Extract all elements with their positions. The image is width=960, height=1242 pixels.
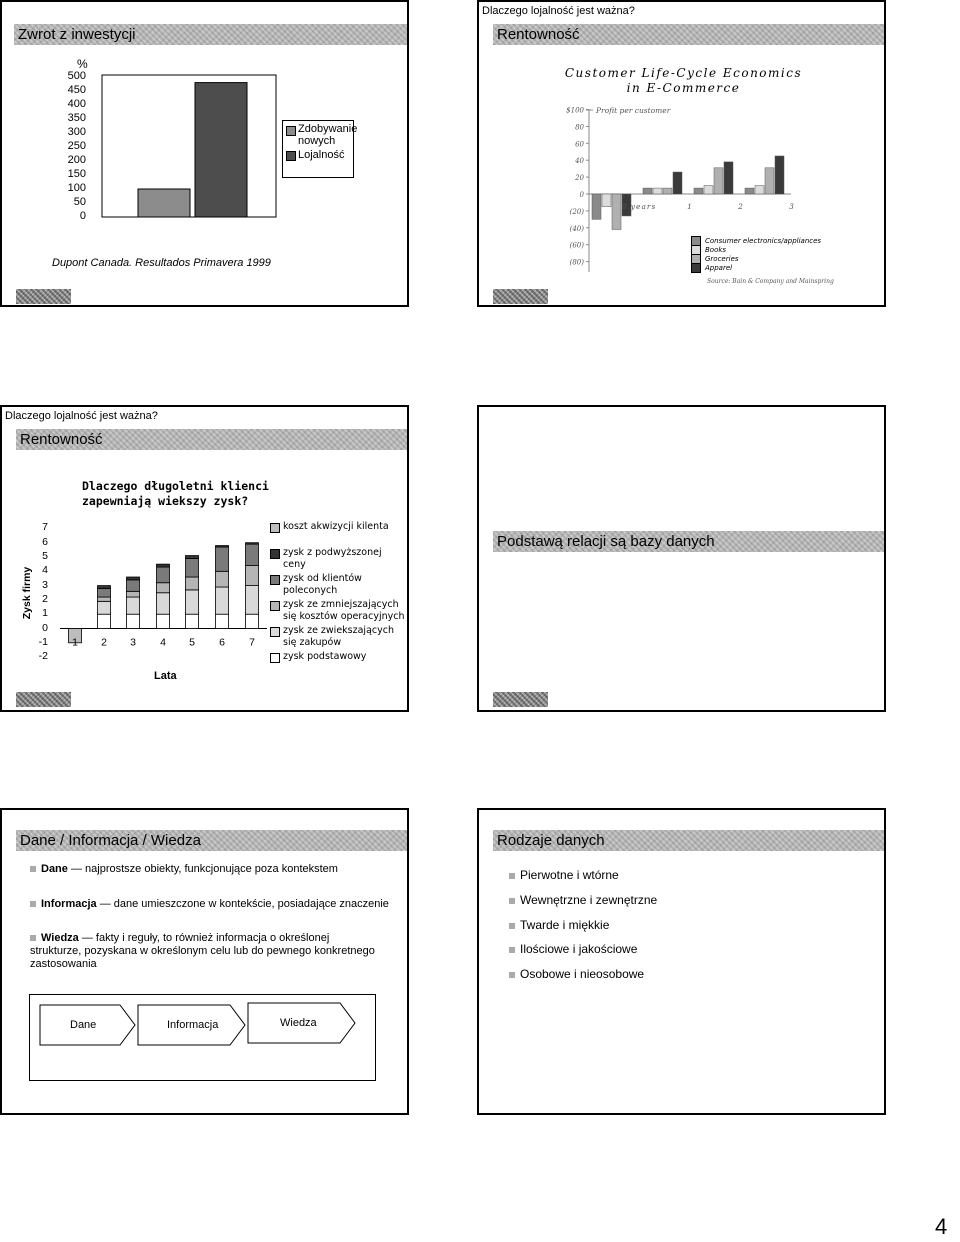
slide-title: Rentowność [16, 429, 409, 450]
term: Informacja [41, 898, 97, 910]
term: Dane [41, 863, 68, 875]
slide-header: Dlaczego lojalność jest ważna? [482, 5, 635, 17]
x-tick-label: 0 years [621, 202, 657, 211]
bar-books-0 [602, 194, 611, 207]
bar-new-customers [138, 189, 190, 217]
bar-segment-1-year-3 [127, 614, 140, 628]
legend-item [270, 651, 405, 663]
slide-title: Dane / Informacja / Wiedza [16, 830, 409, 851]
bar-segment-4-year-7 [246, 544, 259, 565]
slide-profitability-ecommerce [477, 0, 886, 307]
y-tick-label: $100 [566, 106, 584, 115]
legend-label: zysk od klientów poleconych [283, 573, 362, 596]
bar-consumer-electronics-appliances-0 [592, 194, 601, 219]
legend-swatch [270, 575, 280, 585]
bar-groceries-3 [765, 168, 774, 194]
flow-box [29, 994, 376, 1081]
y-tick-label: (40) [569, 224, 584, 233]
item-label: Pierwotne i wtórne [520, 868, 619, 882]
x-tick-label: 3 [789, 202, 795, 211]
bar-segment-5-year-7 [246, 543, 259, 544]
legend-label: zysk podstawowy [283, 651, 367, 662]
bar-segment-2-year-2 [98, 601, 111, 614]
bar-segment-1-year-4 [157, 614, 170, 628]
page-number: 4 [935, 1214, 948, 1239]
bar-segment-1-year-6 [216, 614, 229, 628]
bullet-marker [509, 923, 515, 929]
slide-footer-texture [16, 692, 71, 707]
x-tick-label: 2 [738, 202, 744, 211]
slide-data-types [477, 808, 886, 1115]
bar-apparel-3 [775, 156, 784, 194]
x-tick-label: 1 [687, 202, 693, 211]
x-tick-label: 5 [189, 636, 195, 649]
bar-consumer-electronics-appliances-2 [694, 188, 703, 194]
chart-title-line-1: Customer Life-Cycle Economics [564, 66, 803, 80]
question-line-2: zapewniają wiekszy zysk? [82, 494, 249, 508]
y-tick-label: 40 [575, 157, 584, 166]
bar-segment-4-year-6 [216, 547, 229, 571]
bar-segment-3-year-5 [186, 577, 199, 590]
x-axis-label: Lata [154, 670, 177, 682]
source-note: Dupont Canada. Resultados Primavera 1999 [52, 257, 271, 269]
bar-books-3 [755, 186, 764, 194]
bar-groceries-0 [612, 194, 621, 229]
bar-segment-1-year-2 [98, 614, 111, 628]
y-tick-label: 3 [42, 578, 48, 591]
slide-title: Podstawą relacji są bazy danych [493, 531, 886, 552]
x-tick-label: 3 [130, 636, 136, 649]
definition: najprostsze obiekty, funkcjonujące poza kontekstem [85, 863, 338, 875]
y-tick-label: 150 [67, 168, 86, 180]
flow-arrows [30, 995, 375, 1080]
slide-return-on-investment [0, 0, 409, 307]
item-label: Osobowe i nieosobowe [520, 967, 645, 981]
definition: fakty i reguły, to również informacja o określonej strukturze, pozyskana w określonym celu lub do pewnego konkretnego zastosowania [30, 932, 375, 970]
data-type-item [509, 968, 644, 981]
y-tick-label: 0 [42, 621, 48, 634]
x-tick-label: 6 [219, 636, 225, 649]
data-type-item [509, 943, 637, 956]
legend-swatch [270, 601, 280, 611]
bar-books-2 [704, 186, 713, 194]
bullet-marker [509, 972, 515, 978]
y-tick-label: 500 [67, 70, 86, 82]
bar-segment-4-year-4 [157, 567, 170, 583]
legend-item [270, 599, 405, 623]
y-tick-label: (60) [569, 241, 584, 250]
bar-groceries-2 [714, 168, 723, 194]
x-tick-label: 1 [72, 636, 78, 649]
bar-books-1 [653, 188, 662, 194]
bar-segment-4-year-2 [98, 588, 111, 597]
legend-label-loyalty: Lojalność [298, 149, 345, 161]
bullet-knowledge: Wiedza — fakty i reguły, to również informacja o określonej strukturze, pozyskana w określonym celu lub do pewnego konkretnego zastosowania [30, 932, 375, 970]
y-tick-label: 200 [67, 154, 86, 166]
bar-segment-1-year-7 [246, 614, 259, 628]
bar-segment-5-year-3 [127, 577, 140, 580]
bar-segment-2-year-3 [127, 597, 140, 614]
bullet-marker [30, 866, 36, 872]
legend-swatch-new [286, 126, 296, 136]
y-axis-label: Zysk firmy [21, 566, 33, 620]
bar-segment-3-year-2 [98, 597, 111, 601]
data-type-item [509, 894, 657, 907]
y-tick-label: -2 [38, 650, 48, 663]
legend-label: zysk z podwyższonej ceny [283, 547, 382, 570]
bar-groceries-1 [663, 188, 672, 194]
slide-footer-texture [493, 289, 548, 304]
y-tick-label: 350 [67, 112, 86, 124]
legend-item [270, 573, 405, 597]
legend-label: zysk ze zmniejszających się kosztów operacyjnych [283, 599, 405, 622]
y-tick-label: 60 [575, 140, 584, 149]
bar-segment-1-year-5 [186, 614, 199, 628]
x-tick-label: 4 [160, 636, 166, 649]
question-line-1: Dlaczego długoletni klienci [82, 479, 269, 493]
legend-label: Groceries [705, 255, 739, 263]
slide-title: Zwrot z inwestycji [14, 24, 407, 45]
bar-segment-5-year-6 [216, 546, 229, 547]
data-type-item [509, 919, 609, 932]
arrow-label-knowledge: Wiedza [280, 1017, 317, 1029]
legend-label: Books [705, 246, 727, 254]
arrow-label-data: Dane [70, 1019, 97, 1031]
slide-header: Dlaczego lojalność jest ważna? [5, 410, 158, 422]
slide-title: Rentowność [493, 24, 884, 45]
slide-why-long-term-customers [0, 405, 409, 712]
legend-item [270, 547, 405, 571]
bar-segment-2-year-6 [216, 587, 229, 614]
legend-label: koszt akwizycji kilenta [283, 521, 389, 532]
bar-apparel-1 [673, 172, 682, 194]
bar-consumer-electronics-appliances-3 [745, 188, 754, 194]
y-tick-label: 80 [575, 123, 584, 132]
arrow-label-information: Informacja [167, 1019, 219, 1031]
bar-segment-3-year-6 [216, 571, 229, 587]
y-tick-label: 250 [67, 140, 86, 152]
bullet-marker [30, 935, 36, 941]
legend-swatch [270, 549, 280, 559]
y-tick-label: 300 [67, 126, 86, 138]
bullet-marker [509, 898, 515, 904]
legend-swatch [270, 627, 280, 637]
data-type-item [509, 869, 619, 882]
slide-footer-texture [16, 289, 71, 304]
y-tick-label: 2 [42, 592, 48, 605]
y-axis-unit: % [77, 57, 88, 71]
bar-segment-2-year-5 [186, 590, 199, 614]
legend-label: Apparel [705, 264, 733, 272]
y-axis-caption: Profit per customer [596, 106, 671, 115]
legend-item-apparel [705, 262, 732, 274]
definition: dane umieszczone w kontekście, posiadające znaczenie [113, 898, 389, 910]
slide-title: Rodzaje danych [493, 830, 886, 851]
bar-consumer-electronics-appliances-1 [643, 188, 652, 194]
slide-databases [477, 405, 886, 712]
bullet-marker [509, 947, 515, 953]
y-tick-label: 0 [579, 191, 584, 199]
bar-segment-3-year-4 [157, 583, 170, 593]
bullet-marker [30, 901, 36, 907]
source-note: Source: Bain & Company and Mainspring [707, 278, 834, 285]
legend-swatch-loyalty [286, 151, 296, 161]
slide-footer-texture [493, 692, 548, 707]
bullet-data: Dane — najprostsze obiekty, funkcjonujące poza kontekstem [30, 863, 400, 876]
bullet-information: Informacja — dane umieszczone w kontekście, posiadające znaczenie [30, 898, 400, 911]
bar-segment-4-year-3 [127, 580, 140, 591]
legend-swatch [270, 523, 280, 533]
legend [282, 120, 358, 178]
y-tick-label: 0 [79, 210, 86, 222]
bar-segment-2-year-7 [246, 586, 259, 615]
bar-segment-4-year-5 [186, 558, 199, 577]
legend-swatch [270, 653, 280, 663]
y-tick-label: -1 [38, 635, 48, 648]
legend-item [270, 521, 405, 533]
bar-segment-5-year-5 [186, 556, 199, 559]
bar-segment-5-year-4 [157, 564, 170, 567]
y-tick-label: 450 [67, 84, 86, 96]
item-label: Twarde i miękkie [520, 918, 610, 932]
y-tick-label: 400 [67, 98, 86, 110]
legend-label-new: Zdobywanie nowych [298, 123, 358, 147]
y-tick-label: 100 [67, 182, 86, 194]
legend-label: zysk ze zwiekszających się zakupów [283, 625, 394, 648]
bar-apparel-2 [724, 162, 733, 194]
y-tick-label: 50 [73, 196, 86, 208]
y-tick-label: 7 [42, 521, 48, 534]
bullet-marker [509, 873, 515, 879]
term: Wiedza [41, 932, 79, 944]
item-label: Wewnętrzne i zewnętrzne [520, 893, 658, 907]
x-tick-label: 2 [101, 636, 107, 649]
y-tick-label: 1 [42, 607, 48, 620]
bar-segment-3-year-3 [127, 591, 140, 597]
y-tick-label: (80) [569, 258, 584, 267]
y-tick-label: (20) [569, 207, 584, 216]
legend-label: Consumer electronics/appliances [705, 237, 822, 245]
y-tick-label: 4 [42, 564, 48, 577]
lifecycle-bar-chart [479, 2, 886, 307]
bar-segment-2-year-4 [157, 593, 170, 614]
legend-item [270, 625, 405, 649]
item-label: Ilościowe i jakościowe [520, 942, 638, 956]
bar-segment-3-year-7 [246, 566, 259, 586]
bar-segment-5-year-2 [98, 586, 111, 589]
y-tick-label: 5 [42, 550, 48, 562]
slide-data-information-knowledge [0, 808, 409, 1115]
x-tick-label: 7 [249, 636, 255, 649]
y-tick-label: 6 [42, 535, 48, 548]
chart-title-line-2: in E-Commerce [626, 81, 741, 95]
y-tick-label: 20 [575, 174, 584, 183]
bar-loyalty [195, 83, 247, 217]
